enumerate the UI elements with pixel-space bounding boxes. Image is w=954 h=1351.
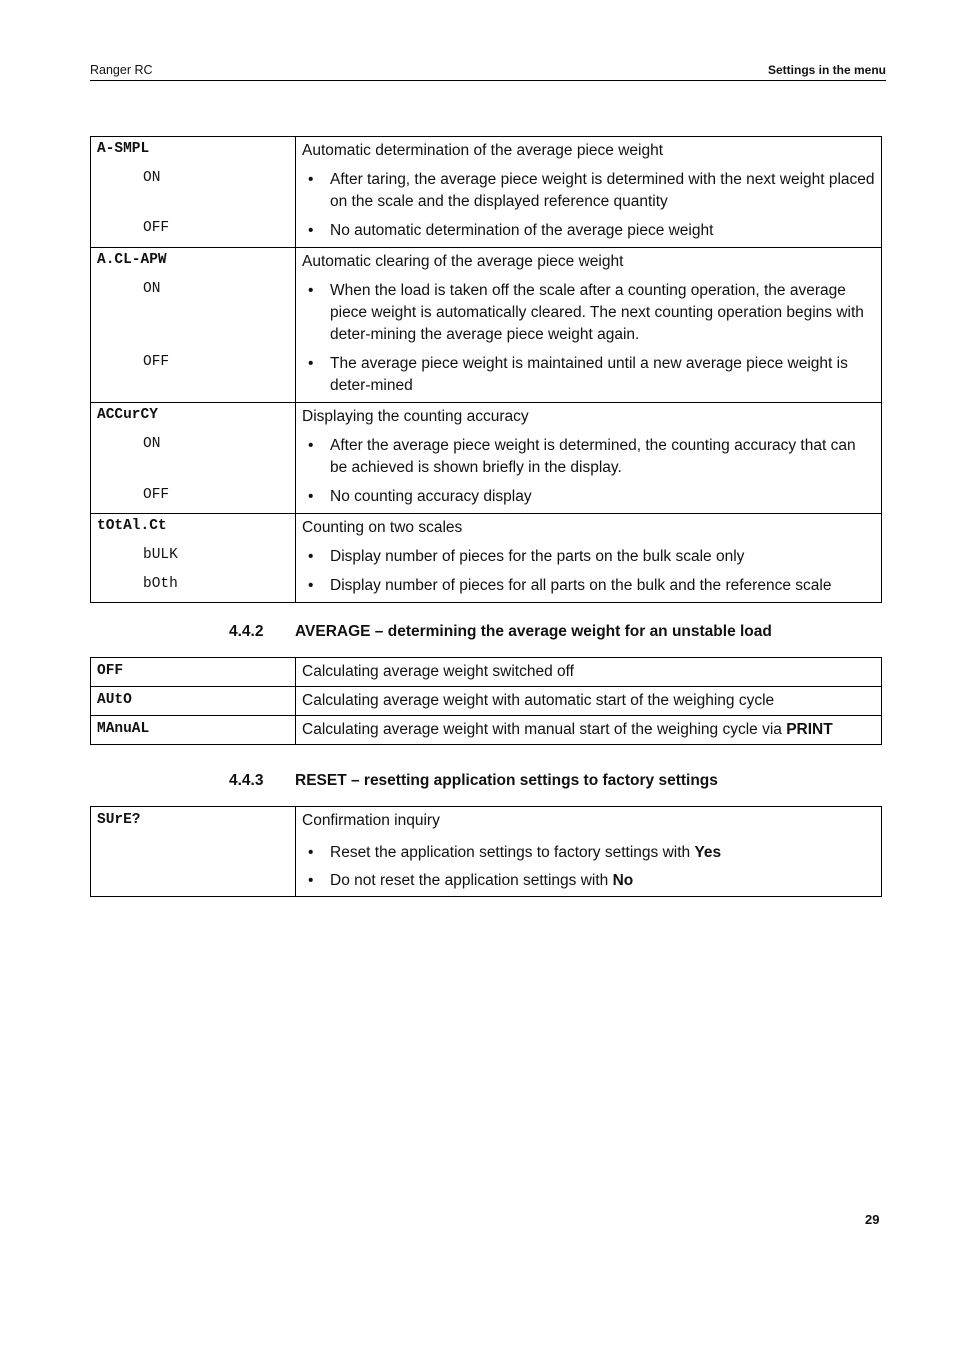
setting-title: Counting on two scales xyxy=(302,519,463,536)
table-row xyxy=(91,687,882,716)
print-keyword: PRINT xyxy=(786,721,833,738)
option-label: bOth xyxy=(143,576,178,592)
setting-title: Automatic clearing of the average piece weight xyxy=(302,253,624,270)
section-title: AVERAGE – determining the average weight for an unstable load xyxy=(295,623,772,640)
option-description: • Display number of pieces for all parts on the bulk and the reference scale xyxy=(302,575,875,597)
table-row xyxy=(91,248,882,403)
section-title: RESET – resetting application settings to factory settings xyxy=(295,772,718,789)
setting-key: ACCurCY xyxy=(97,407,158,423)
setting-key-cell xyxy=(91,514,296,603)
setting-key: OFF xyxy=(97,663,124,679)
setting-description: Calculating average weight with automatic start of the weighing cycle xyxy=(302,692,775,709)
yes-keyword: Yes xyxy=(694,844,722,861)
average-table xyxy=(90,657,882,745)
reset-table xyxy=(90,806,882,897)
setting-key: A-SMPL xyxy=(97,141,150,157)
option-description: • After the average piece weight is determined, the counting accuracy that can be achieved is shown briefly in the display. xyxy=(302,435,875,479)
table-row xyxy=(91,658,882,687)
setting-key: AUtO xyxy=(97,692,132,708)
option-description: • After taring, the average piece weight is determined with the next weight placed on the scale and the displayed reference quantity xyxy=(302,169,875,213)
setting-key: MAnuAL xyxy=(97,721,150,737)
setting-key-cell xyxy=(91,137,296,248)
table-row xyxy=(91,807,882,897)
setting-key: A.CL-APW xyxy=(97,252,167,268)
setting-desc-cell xyxy=(296,403,882,514)
option-label: OFF xyxy=(143,487,170,503)
page-number: 29 xyxy=(865,1212,880,1227)
option-description: • The average piece weight is maintained until a new average piece weight is deter-mined xyxy=(302,353,875,397)
description-text: Reset the application settings to factory settings with xyxy=(330,844,695,861)
table-row xyxy=(91,137,882,248)
option-description xyxy=(302,842,875,864)
setting-description xyxy=(296,716,881,741)
option-label: ON xyxy=(143,170,161,186)
option-label: OFF xyxy=(143,354,170,370)
table-row xyxy=(91,716,882,745)
option-description xyxy=(302,870,875,892)
option-label: ON xyxy=(143,281,161,297)
option-label: ON xyxy=(143,436,161,452)
settings-table xyxy=(90,136,882,603)
setting-desc-cell xyxy=(296,137,882,248)
setting-key: tOtAl.Ct xyxy=(97,518,167,534)
description-text: Do not reset the application settings with xyxy=(330,872,613,889)
page-header xyxy=(90,63,886,81)
setting-key-cell xyxy=(91,248,296,403)
header-section: Settings in the menu xyxy=(767,63,886,77)
header-product: Ranger RC xyxy=(90,63,153,77)
option-description: • No counting accuracy display xyxy=(302,486,875,508)
setting-title: Automatic determination of the average piece weight xyxy=(302,142,664,159)
option-label: OFF xyxy=(143,220,170,236)
setting-key: SUrE? xyxy=(97,812,141,828)
section-number: 4.4.2 xyxy=(229,623,264,640)
setting-description: Calculating average weight switched off xyxy=(302,663,574,680)
option-description: • Display number of pieces for the parts on the bulk scale only xyxy=(302,546,875,568)
setting-title: Confirmation inquiry xyxy=(302,812,440,829)
setting-key-cell xyxy=(91,403,296,514)
setting-desc-cell xyxy=(296,248,882,403)
setting-title: Displaying the counting accuracy xyxy=(302,408,529,425)
table-row xyxy=(91,514,882,603)
option-description: • No automatic determination of the average piece weight xyxy=(302,220,875,242)
setting-desc-cell xyxy=(296,514,882,603)
option-description: • When the load is taken off the scale after a counting operation, the average piece weight is automatically cleared. The next counting operation begins with deter-mining the average piece weight again. xyxy=(302,280,875,346)
description-text: Calculating average weight with manual start of the weighing cycle via xyxy=(302,721,787,738)
section-number: 4.4.3 xyxy=(229,772,264,789)
table-row xyxy=(91,403,882,514)
no-keyword: No xyxy=(612,872,634,889)
option-label: bULK xyxy=(143,547,178,563)
